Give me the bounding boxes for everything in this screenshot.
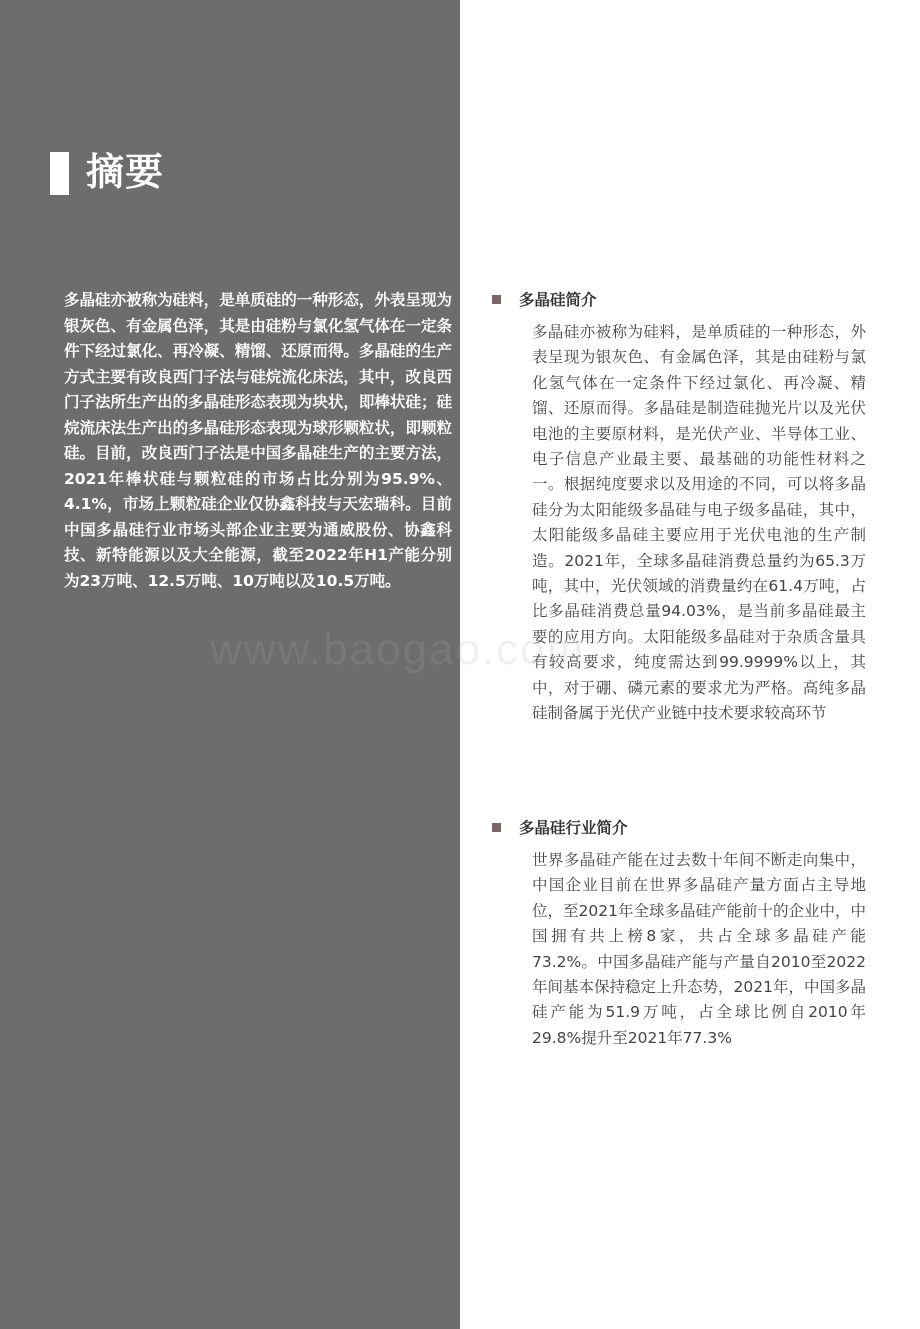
content-panel (460, 0, 920, 1329)
title-marker-bar (50, 152, 69, 195)
section-title: 多晶硅简介 (519, 291, 597, 309)
section-body-polysilicon-intro: 多晶硅亦被称为硅料，是单质硅的一种形态，外表呈现为银灰色、有金属色泽，其是由硅粉与氯化氢气体在一定条件下经过氯化、再冷凝、精馏、还原而得。多晶硅是制造硅抛光片以及光伏电池的主要原材料，是光伏产业、半导体工业、电子信息产业最主要、最基础的功能性材料之一。根据纯度要求以及用途的不同，可以将多晶硅分为太阳能级多晶硅与电子级多晶硅，其中，太阳能级多晶硅主要应用于光伏电池的生产制造。2021年，全球多晶硅消费总量约为65.3万吨，其中，光伏领域的消费量约在61.4万吨，占比多晶硅消费总量94.03%，是当前多晶硅最主要的应用方向。太阳能级多晶硅对于杂质含量具有较高要求，纯度需达到99.9999%以上，其中，对于硼、磷元素的要求尤为严格。高纯多晶硅制备属于光伏产业链中技术要求较高环节 (532, 323, 866, 723)
section-body-industry-intro: 世界多晶硅产能在过去数十年间不断走向集中，中国企业目前在世界多晶硅产量方面占主导地位，至2021年全球多晶硅产能前十的企业中，中国拥有共上榜8家，共占全球多晶硅产能73.2%。中国多晶硅产能与产量自2010至2022年间基本保持稳定上升态势，2021年，中国多晶硅产能为51.9万吨，占全球比例自2010年29.8%提升至2021年77.3% (532, 851, 866, 1047)
abstract-summary: 多晶硅亦被称为硅料，是单质硅的一种形态，外表呈现为银灰色、有金属色泽，其是由硅粉与氯化氢气体在一定条件下经过氯化、再冷凝、精馏、还原而得。多晶硅的生产方式主要有改良西门子法与硅烷流化床法，其中，改良西门子法所生产出的多晶硅形态表现为块状，即棒状硅；硅烷流床法生产出的多晶硅形态表现为球形颗粒状，即颗粒硅。目前，改良西门子法是中国多晶硅生产的主要方法，2021年棒状硅与颗粒硅的市场占比分别为95.9%、4.1%，市场上颗粒硅企业仅协鑫科技与天宏瑞科。目前中国多晶硅行业市场头部企业主要为通威股份、协鑫科技、新特能源以及大全能源，截至2022年H1产能分别为23万吨、12.5万吨、10万吨以及10.5万吨。 (64, 291, 452, 590)
square-bullet-icon (492, 823, 501, 832)
page-title: 摘要 (86, 150, 165, 194)
square-bullet-icon (492, 295, 501, 304)
section-title: 多晶硅行业简介 (519, 819, 628, 837)
section-heading-polysilicon-intro (492, 287, 597, 311)
section-heading-industry-intro (492, 815, 628, 839)
